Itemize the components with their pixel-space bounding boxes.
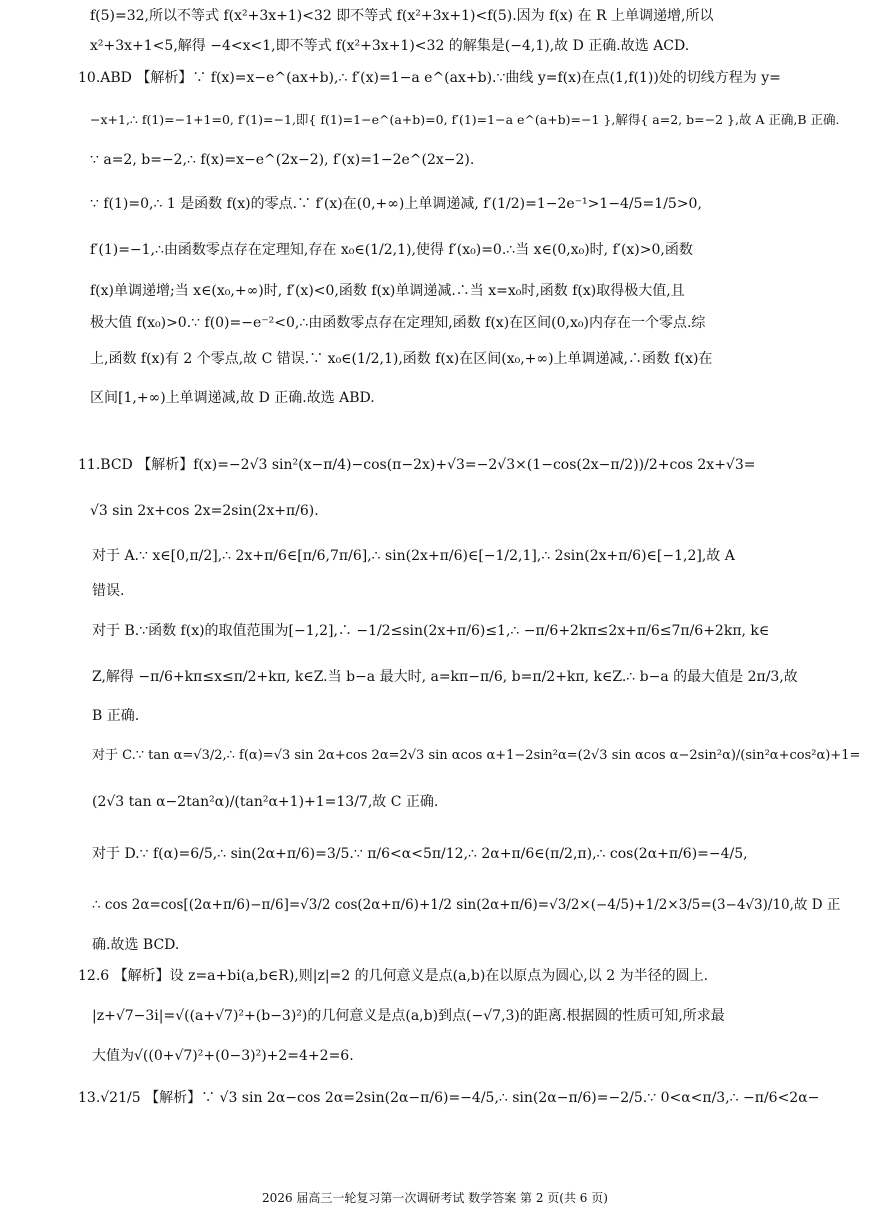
question-10-header: 10.ABD 【解析】∵ f(x)=x−e^(ax+b),∴ f′(x)=1−a e^(ax+b).∵曲线 y=f(x)在点(1,f(1))处的切线方程为 y= [78,70,781,86]
text-line: Z,解得 −π/6+kπ≤x≤π/2+kπ, k∈Z.当 b−a 最大时, a=kπ−π/6, b=π/2+kπ, k∈Z.∴ b−a 的最大值是 2π/3,故 [92,669,798,685]
question-12-header: 12.6 【解析】设 z=a+bi(a,b∈R),则|z|=2 的几何意义是点(a,b)在以原点为圆心,以 2 为半径的圆上. [78,968,709,984]
text-line: 上,函数 f(x)有 2 个零点,故 C 错误.∵ x₀∈(1/2,1),函数 f(x)在区间(x₀,+∞)上单调递减,∴函数 f(x)在 [90,351,713,367]
text-line: 对于 B.∵函数 f(x)的取值范围为[−1,2],∴ −1/2≤sin(2x+π/6)≤1,∴ −π/6+2kπ≤2x+π/6≤7π/6+2kπ, k∈ [92,623,770,639]
question-11-header: 11.BCD 【解析】f(x)=−2√3 sin²(x−π/4)−cos(π−2x)+√3=−2√3×(1−cos(2x−π/2))/2+cos 2x+√3= [78,457,756,473]
text-line: ∵ f(1)=0,∴ 1 是函数 f(x)的零点.∵ f′(x)在(0,+∞)上单调递减, f′(1/2)=1−2e⁻¹>1−4/5=1/5>0, [90,196,702,212]
text-line: x²+3x+1<5,解得 −4<x<1,即不等式 f(x²+3x+1)<32 的解集是(−4,1),故 D 正确.故选 ACD. [90,38,690,54]
text-line: f(5)=32,所以不等式 f(x²+3x+1)<32 即不等式 f(x²+3x+1)<f(5).因为 f(x) 在 R 上单调递增,所以 [90,8,714,24]
text-line: √3 sin 2x+cos 2x=2sin(2x+π/6). [90,503,319,519]
text-line: 确.故选 BCD. [92,937,180,953]
text-line: −x+1,∴ f(1)=−1+1=0, f′(1)=−1,即{ f(1)=1−e^(a+b)=0, f′(1)=1−a e^(a+b)=−1 },解得{ a=2, b=−2 },故 A 正确,B 正确. [90,112,840,127]
text-line: 极大值 f(x₀)>0.∵ f(0)=−e⁻²<0,∴由函数零点存在定理知,函数 f(x)在区间(0,x₀)内存在一个零点.综 [90,315,706,331]
text-line: 区间[1,+∞)上单调递减,故 D 正确.故选 ABD. [90,390,375,406]
text-line: 对于 D.∵ f(α)=6/5,∴ sin(2α+π/6)=3/5.∵ π/6<α<5π/12,∴ 2α+π/6∈(π/2,π),∴ cos(2α+π/6)=−4/5, [92,846,748,862]
text-line: 对于 A.∵ x∈[0,π/2],∴ 2x+π/6∈[π/6,7π/6],∴ sin(2x+π/6)∈[−1/2,1],∴ 2sin(2x+π/6)∈[−1,2],故 A [92,548,735,564]
page-footer: 2026 届高三一轮复习第一次调研考试 数学答案 第 2 页(共 6 页) [262,1191,608,1205]
text-line: B 正确. [92,708,140,724]
text-line: 对于 C.∵ tan α=√3/2,∴ f(α)=√3 sin 2α+cos 2α=2√3 sin αcos α+1−2sin²α=(2√3 sin αcos α−2sin²α)/(sin²α+cos²α)+1= [92,748,861,763]
text-line: |z+√7−3i|=√((a+√7)²+(b−3)²)的几何意义是点(a,b)到点(−√7,3)的距离.根据圆的性质可知,所求最 [92,1008,725,1024]
text-line: 错误. [92,583,125,599]
text-line: f(x)单调递增;当 x∈(x₀,+∞)时, f′(x)<0,函数 f(x)单调递减.∴当 x=x₀时,函数 f(x)取得极大值,且 [90,283,685,299]
question-13-header: 13.√21/5 【解析】∵ √3 sin 2α−cos 2α=2sin(2α−π/6)=−4/5,∴ sin(2α−π/6)=−2/5.∵ 0<α<π/3,∴ −π/6<2α− [78,1090,820,1106]
text-line: 大值为√((0+√7)²+(0−3)²)+2=4+2=6. [92,1048,354,1064]
text-line: ∵ a=2, b=−2,∴ f(x)=x−e^(2x−2), f′(x)=1−2e^(2x−2). [90,152,475,168]
text-line: (2√3 tan α−2tan²α)/(tan²α+1)+1=13/7,故 C 正确. [92,794,439,810]
text-line: ∴ cos 2α=cos[(2α+π/6)−π/6]=√3/2 cos(2α+π/6)+1/2 sin(2α+π/6)=√3/2×(−4/5)+1/2×3/5=(3−4√3)/10,故 D 正 [92,897,841,913]
text-line: f′(1)=−1,∴由函数零点存在定理知,存在 x₀∈(1/2,1),使得 f′(x₀)=0.∴当 x∈(0,x₀)时, f′(x)>0,函数 [90,242,693,258]
